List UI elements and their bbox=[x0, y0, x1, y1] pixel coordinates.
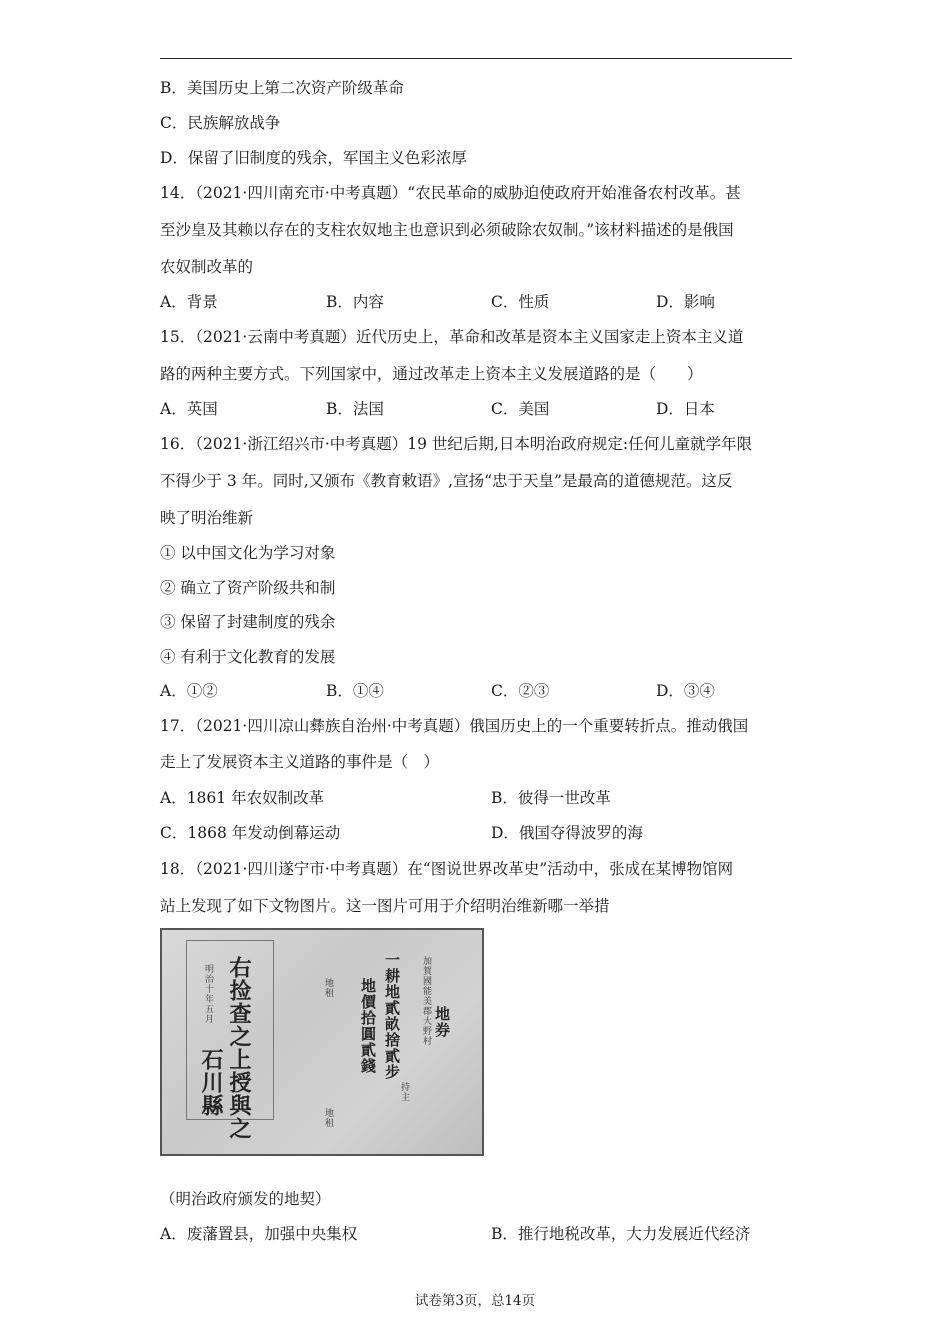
q16-option-a: A．①② bbox=[160, 682, 218, 700]
q17-option-a: A．1861 年农奴制改革 bbox=[160, 789, 325, 807]
q15-option-d: D．日本 bbox=[656, 400, 715, 418]
q16-stem-line3: 映了明治维新 bbox=[160, 509, 254, 527]
q18-option-a: A．废藩置县，加强中央集权 bbox=[160, 1225, 358, 1243]
deed-text-col4: 一耕地貳畝捨貳步 bbox=[383, 952, 401, 1080]
q17-stem-line1: 17．（2021·四川凉山彝族自治州·中考真题）俄国历史上的一个重要转折点。推动俄国 bbox=[160, 717, 749, 735]
q13-option-c: C．民族解放战争 bbox=[160, 114, 281, 132]
q14-stem-line3: 农奴制改革的 bbox=[160, 258, 254, 276]
q14-option-b: B．内容 bbox=[326, 293, 384, 311]
land-deed-image bbox=[160, 928, 484, 1156]
q15-option-a: A．英国 bbox=[160, 400, 218, 418]
q16-option-b: B．①④ bbox=[326, 682, 384, 700]
q16-statement-2: ② 确立了资产阶级共和制 bbox=[160, 579, 336, 597]
q18-option-b: B．推行地税改革，大力发展近代经济 bbox=[491, 1225, 751, 1243]
q16-stem-line2: 不得少于 3 年。同时,又颁布《教育敕语》,宣扬“忠于天皇”是最高的道德规范。这反 bbox=[160, 472, 733, 490]
page-footer: 试卷第3页，总14页 bbox=[414, 1293, 536, 1309]
deed-text-col1: 右捡查之上授與之 bbox=[226, 956, 252, 1140]
q14-option-c: C．性质 bbox=[491, 293, 550, 311]
q16-option-d: D．③④ bbox=[656, 682, 715, 700]
deed-small-text-2: 加賀國能美郡大野村 bbox=[421, 956, 431, 1046]
q17-option-c: C．1868 年发动倒幕运动 bbox=[160, 824, 341, 842]
deed-small-text-1: 地租 bbox=[323, 978, 333, 998]
q18-stem-line1: 18．（2021·四川遂宁市·中考真题）在“图说世界改革史”活动中，张成在某博物馆网 bbox=[160, 860, 734, 878]
deed-title: 地券 bbox=[433, 1006, 451, 1038]
q16-option-c: C．②③ bbox=[491, 682, 550, 700]
q16-stem-line1: 16．（2021·浙江绍兴市·中考真题）19 世纪后期,日本明治政府规定:任何儿童就学年限 bbox=[160, 435, 753, 453]
q13-option-d: D．保留了旧制度的残余，军国主义色彩浓厚 bbox=[160, 149, 467, 167]
deed-text-col2: 石川縣 bbox=[198, 1048, 224, 1117]
deed-text-col3: 地價拾圓貳錢 bbox=[359, 978, 377, 1074]
q15-option-c: C．美国 bbox=[491, 400, 550, 418]
header-rule bbox=[160, 58, 792, 59]
q18-stem-line2: 站上发现了如下文物图片。这一图片可用于介绍明治维新哪一举措 bbox=[160, 897, 610, 915]
q17-option-d: D．俄国夺得波罗的海 bbox=[491, 824, 643, 842]
q15-stem-line1: 15．（2021·云南中考真题）近代历史上，革命和改革是资本主义国家走上资本主义道 bbox=[160, 328, 744, 346]
q13-option-b: B．美国历史上第二次资产阶级革命 bbox=[160, 79, 404, 97]
q16-statement-3: ③ 保留了封建制度的残余 bbox=[160, 613, 336, 631]
deed-small-text-3: 持主 bbox=[399, 1082, 409, 1102]
q17-option-b: B．彼得一世改革 bbox=[491, 789, 611, 807]
q17-stem-line2: 走上了发展资本主义道路的事件是（ ） bbox=[160, 753, 440, 771]
q15-stem-line2: 路的两种主要方式。下列国家中，通过改革走上资本主义发展道路的是（ ） bbox=[160, 365, 703, 383]
q16-statement-1: ① 以中国文化为学习对象 bbox=[160, 544, 336, 562]
q14-option-a: A．背景 bbox=[160, 293, 218, 311]
deed-date: 明治十年五月 bbox=[203, 964, 213, 1024]
q15-option-b: B．法国 bbox=[326, 400, 384, 418]
deed-small-text-4: 地租 bbox=[323, 1108, 333, 1128]
q14-stem-line2: 至沙皇及其赖以存在的支柱农奴地主也意识到必须破除农奴制。”该材料描述的是俄国 bbox=[160, 221, 734, 239]
image-caption: （明治政府颁发的地契） bbox=[160, 1190, 331, 1208]
q14-option-d: D．影响 bbox=[656, 293, 715, 311]
q16-statement-4: ④ 有利于文化教育的发展 bbox=[160, 648, 336, 666]
q14-stem-line1: 14．（2021·四川南充市·中考真题）“农民革命的威胁迫使政府开始准备农村改革。甚 bbox=[160, 184, 741, 202]
